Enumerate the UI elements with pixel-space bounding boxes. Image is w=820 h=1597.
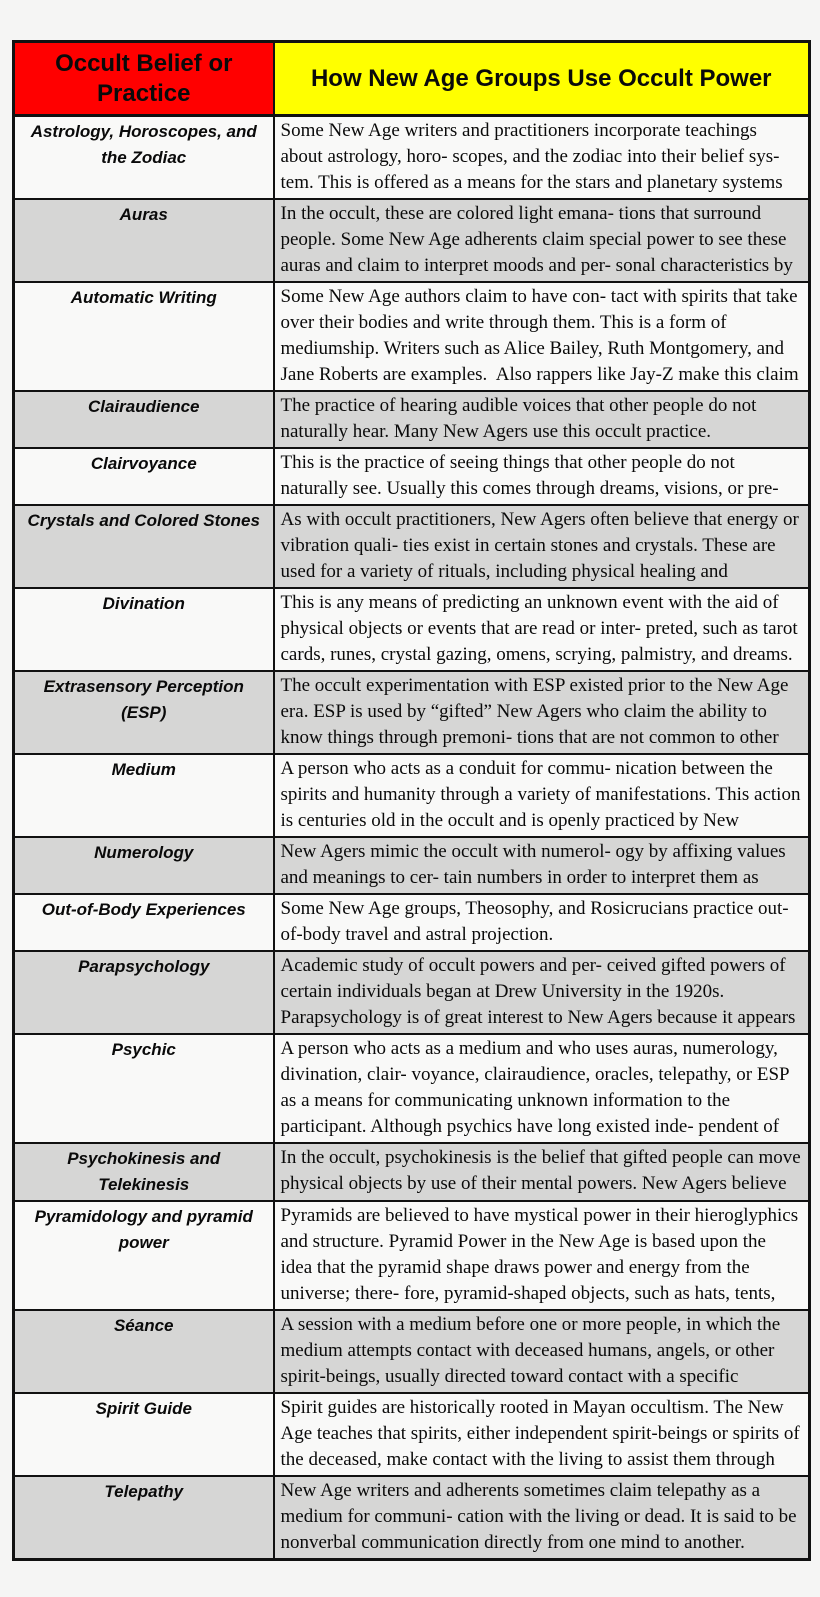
term-cell: Parapsychology [14,951,274,1034]
table-row [14,116,810,200]
description-cell: A person who acts as a conduit for commu- nication between the spirits and humanity through a variety of manifestations. This action is centuries old in the occult and is openly practiced by New [274,754,810,837]
description-cell: This is the practice of seeing things that other people do not naturally see. Usually this comes through dreams, visions, or pre- [274,448,810,505]
table-row [14,448,810,505]
term-cell: Crystals and Colored Stones [14,505,274,588]
description-cell: New Agers mimic the occult with numerol- ogy by affixing values and meanings to cer- tain numbers in order to interpret them as [274,837,810,894]
description-cell: The occult experimentation with ESP existed prior to the New Age era. ESP is used by “gifted” New Agers who claim the ability to know things through premoni- tions that are not common to other [274,671,810,754]
description-cell: Some New Age groups, Theosophy, and Rosicrucians practice out-of-body travel and astral projection. [274,894,810,951]
term-cell: Divination [14,588,274,671]
table-row [14,1476,810,1560]
description-cell: A session with a medium before one or more people, in which the medium attempts contact with deceased humans, angels, or other spirit-beings, usually directed toward contact with a specific [274,1310,810,1393]
term-cell: Clairaudience [14,391,274,448]
header-cell-occult-belief-or-practice: Occult Belief or Practice [14,42,274,116]
term-cell: Psychokinesis and Telekinesis [14,1143,274,1201]
description-cell: Pyramids are believed to have mystical power in their hieroglyphics and structure. Pyramid Power in the New Age is based upon the idea that the pyramid shape draws power and energy from the universe; there- fore, pyramid-shaped objects, such as hats, tents, [274,1201,810,1310]
description-cell: Spirit guides are historically rooted in Mayan occultism. The New Age teaches that spirits, either independent spirit-beings or spirits of the deceased, make contact with the living to assist them through [274,1393,810,1476]
term-cell: Psychic [14,1034,274,1143]
term-cell: Telepathy [14,1476,274,1560]
table-row [14,391,810,448]
description-cell: The practice of hearing audible voices that other people do not naturally hear. Many New Agers use this occult practice. [274,391,810,448]
description-cell: New Age writers and adherents sometimes claim telepathy as a medium for communi- cation with the living or dead. It is said to be nonverbal communication directly from one mind to another. [274,1476,810,1560]
term-cell: Out-of-Body Experiences [14,894,274,951]
table-row [14,1034,810,1143]
description-cell: A person who acts as a medium and who uses auras, numerology, divination, clair- voyance, clairaudience, oracles, telepathy, or ESP as a means for communicating unknown information to the participant. Although psychics have long existed inde- pendent of [274,1034,810,1143]
table-row [14,199,810,282]
term-cell: Astrology, Horoscopes, and the Zodiac [14,116,274,200]
table-header [14,42,810,116]
table-row [14,1201,810,1310]
term-cell: Spirit Guide [14,1393,274,1476]
description-cell: This is any means of predicting an unknown event with the aid of physical objects or events that are read or inter- preted, such as tarot cards, runes, crystal gazing, omens, scrying, palmistry, and dreams. [274,588,810,671]
term-cell: Numerology [14,837,274,894]
table-body [14,116,810,1560]
term-cell: Extrasensory Perception (ESP) [14,671,274,754]
occult-beliefs-table [12,40,811,1561]
table-row [14,951,810,1034]
header-row [14,42,810,116]
term-cell: Medium [14,754,274,837]
description-cell: Some New Age authors claim to have con- tact with spirits that take over their bodies and write through them. This is a form of mediumship. Writers such as Alice Bailey, Ruth Montgomery, and Jane Roberts are examples. Also rappers like Jay-Z make this claim [274,282,810,391]
header-cell-how-new-age-groups-use-occult-power: How New Age Groups Use Occult Power [274,42,810,116]
term-cell: Pyramidology and pyramid power [14,1201,274,1310]
table-row [14,894,810,951]
term-cell: Auras [14,199,274,282]
table-row [14,1143,810,1201]
table-row [14,671,810,754]
table-row [14,1310,810,1393]
table-row [14,505,810,588]
table-row [14,1393,810,1476]
description-cell: In the occult, these are colored light emana- tions that surround people. Some New Age adherents claim special power to see these auras and claim to interpret moods and per- sonal characteristics by [274,199,810,282]
description-cell: Some New Age writers and practitioners incorporate teachings about astrology, horo- scopes, and the zodiac into their belief sys- tem. This is offered as a means for the stars and planetary systems [274,116,810,200]
term-cell: Clairvoyance [14,448,274,505]
table-row [14,754,810,837]
description-cell: As with occult practitioners, New Agers often believe that energy or vibration quali- ties exist in certain stones and crystals. These are used for a variety of rituals, including physical healing and [274,505,810,588]
term-cell: Automatic Writing [14,282,274,391]
table-row [14,588,810,671]
table-row [14,282,810,391]
description-cell: Academic study of occult powers and per- ceived gifted powers of certain individuals began at Drew University in the 1920s. Parapsychology is of great interest to New Agers because it appears [274,951,810,1034]
description-cell: In the occult, psychokinesis is the belief that gifted people can move physical objects by use of their mental powers. New Agers believe [274,1143,810,1201]
term-cell: Séance [14,1310,274,1393]
table-row [14,837,810,894]
